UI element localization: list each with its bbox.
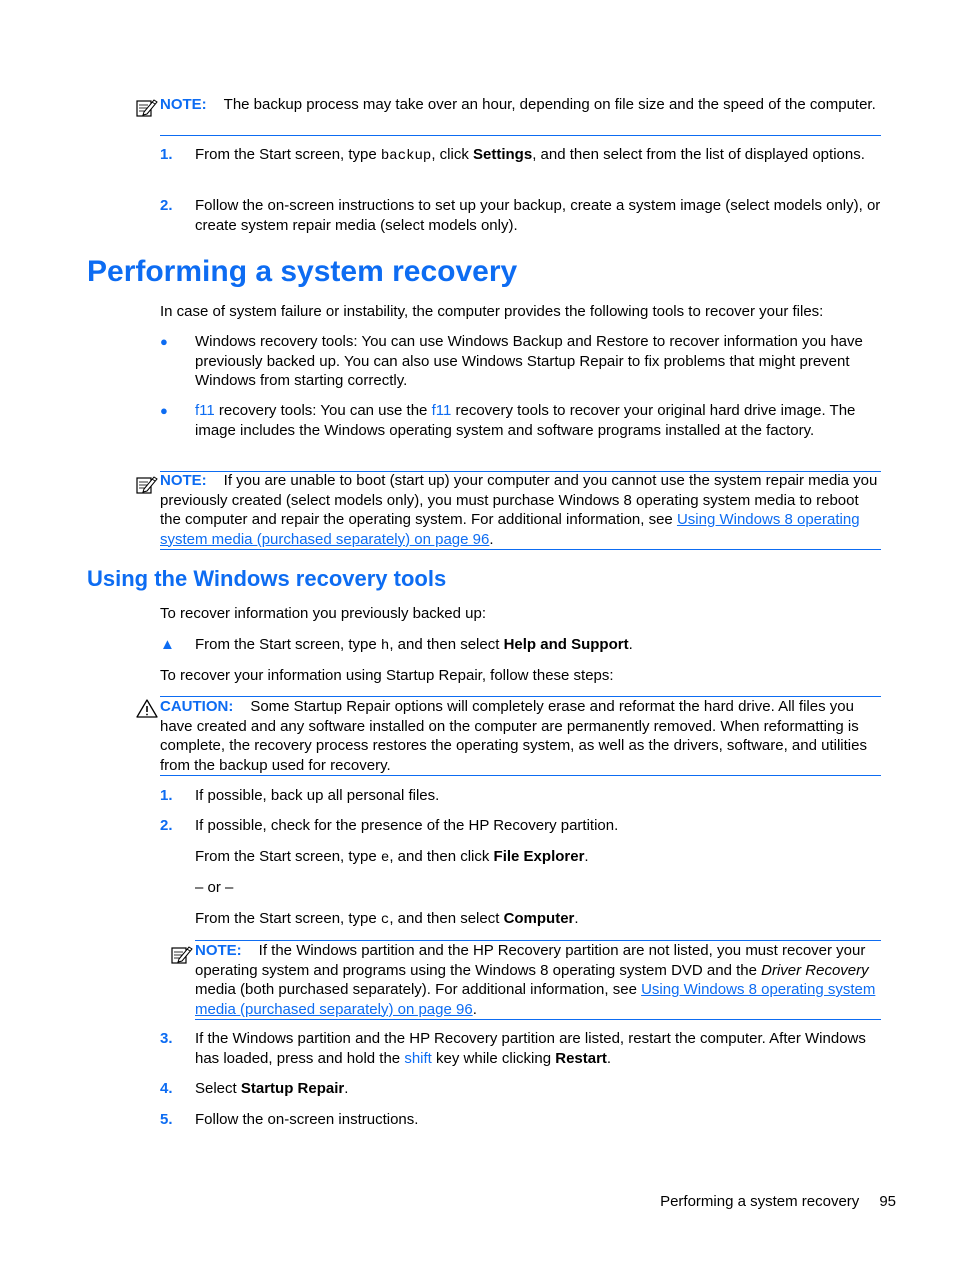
note-backup-time bbox=[160, 95, 881, 115]
typed-command: backup bbox=[380, 148, 432, 164]
note-text: The backup process may take over an hour, depending on file size and the speed of the computer. bbox=[223, 96, 876, 113]
step-text: Follow the on-screen instructions to set up your backup, create a system image (select models only), or create system repair media (select models only). bbox=[195, 197, 881, 234]
step-number: 2. bbox=[160, 197, 173, 214]
note-bottom-rule bbox=[160, 135, 881, 136]
bullet-item bbox=[160, 332, 882, 391]
step-number: 2. bbox=[160, 817, 173, 834]
bullet-item: ● f11 recovery tools: You can use the f11 recovery tools to recover your original hard drive image. The image includes the Windows operating system and software programs installed at the factory. bbox=[160, 402, 856, 439]
sub-instruction: From the Start screen, type c, and then select Computer. bbox=[195, 910, 579, 928]
caution-triangle-icon bbox=[136, 698, 158, 718]
key-name: f11 bbox=[195, 402, 215, 419]
caution-bottom-rule bbox=[160, 775, 881, 776]
key-name: f11 bbox=[431, 402, 452, 419]
step-item: 1. From the Start screen, type backup, click Settings, and then select from the list of displayed options. bbox=[160, 146, 865, 164]
caution-box bbox=[160, 697, 881, 775]
step-item bbox=[160, 1110, 882, 1130]
bullet-marker: ● bbox=[160, 403, 168, 418]
note-label: NOTE: bbox=[160, 472, 207, 489]
cross-reference-link[interactable]: Using Windows 8 operating system media (purchased separately) on page 96 bbox=[195, 981, 876, 1018]
step-text: If possible, check for the presence of the HP Recovery partition. bbox=[195, 817, 619, 834]
key-name: shift bbox=[404, 1049, 432, 1067]
single-step-item: ▲ From the Start screen, type h, and then select Help and Support. bbox=[160, 636, 633, 654]
ui-term: Startup Repair bbox=[240, 1080, 345, 1097]
note-boot-media: NOTE: If you are unable to boot (start up) your computer and you cannot use the system repair media you previously created (select models only), you must purchase Windows 8 operating system media to reboot the computer and repair the operating system. For additional information, see Using Windows 8 operating system media (purchased separately) on page 96. bbox=[160, 472, 878, 548]
step-item bbox=[160, 196, 882, 235]
page-number: 95 bbox=[879, 1193, 896, 1210]
triangle-marker: ▲ bbox=[160, 636, 175, 653]
recover-intro: To recover information you previously backed up: bbox=[160, 605, 487, 622]
step-number: 4. bbox=[160, 1080, 173, 1097]
sub-instruction: From the Start screen, type e, and then click File Explorer. bbox=[195, 848, 589, 866]
intro-paragraph: In case of system failure or instability, the computer provides the following tools to recover your files: bbox=[160, 303, 824, 320]
cross-reference-link[interactable]: Using Windows 8 operating system media (purchased separately) on page 96 bbox=[160, 511, 860, 548]
caution-label: CAUTION: bbox=[160, 698, 234, 715]
media-name: Driver Recovery bbox=[761, 961, 869, 979]
step-number: 5. bbox=[160, 1111, 173, 1128]
note-bottom-rule bbox=[195, 1019, 881, 1020]
footer-section-title: Performing a system recovery bbox=[660, 1193, 860, 1210]
ui-term: Help and Support bbox=[503, 636, 629, 653]
ui-term: Computer bbox=[503, 910, 575, 927]
page-title: Performing a system recovery bbox=[87, 255, 518, 288]
note-pencil-icon bbox=[136, 97, 158, 117]
note-pencil-icon bbox=[136, 474, 158, 494]
step-text: If possible, back up all personal files. bbox=[195, 787, 440, 804]
step-number: 3. bbox=[160, 1030, 173, 1047]
note-label: NOTE: bbox=[195, 942, 242, 959]
step-item: 3. If the Windows partition and the HP Recovery partition are listed, restart the computer. After Windows has loaded, press and hold the shift key while clicking Restart. bbox=[160, 1030, 866, 1067]
step-item bbox=[160, 786, 882, 806]
note-bottom-rule bbox=[160, 549, 881, 550]
step-item bbox=[160, 816, 882, 836]
bullet-text: Windows recovery tools: You can use Windows Backup and Restore to recover information you have previously backed up. You can also use Windows Startup Repair to fix problems that might prevent Windows from starting correctly. bbox=[195, 333, 863, 389]
step-number: 1. bbox=[160, 146, 173, 163]
note-partition-missing: NOTE: If the Windows partition and the HP Recovery partition are not listed, you must recover your operating system and programs using the Windows 8 operating system DVD and the Driver Recovery media (both purchased separately). For additional information, see Using Windows 8 operating system media (purchased separately) on page 96. bbox=[195, 942, 876, 1018]
startup-intro: To recover your information using Startup Repair, follow these steps: bbox=[160, 667, 614, 684]
page-footer bbox=[660, 1192, 896, 1212]
step-text: Follow the on-screen instructions. bbox=[195, 1111, 419, 1128]
step-number: 1. bbox=[160, 787, 173, 804]
caution-text: Some Startup Repair options will completely erase and reformat the hard drive. All files you have created and any software installed on the computer are permanently removed. When reformatting is complete, the recovery process restores the operating system, as well as the drivers, software, and utilities from the backup used for recovery. bbox=[160, 698, 867, 774]
typed-command: c bbox=[380, 912, 390, 928]
note-label: NOTE: bbox=[160, 96, 207, 113]
note-pencil-icon bbox=[171, 944, 193, 964]
section-heading: Using the Windows recovery tools bbox=[87, 566, 447, 591]
step-item: 4. Select Startup Repair. bbox=[160, 1080, 349, 1097]
ui-term: File Explorer bbox=[493, 848, 585, 865]
ui-term: Settings bbox=[473, 146, 533, 163]
ui-term: Restart bbox=[555, 1049, 607, 1067]
typed-command: h bbox=[380, 638, 390, 654]
bullet-marker: ● bbox=[160, 334, 168, 349]
or-separator: – or – bbox=[195, 879, 234, 896]
typed-command: e bbox=[380, 850, 390, 866]
